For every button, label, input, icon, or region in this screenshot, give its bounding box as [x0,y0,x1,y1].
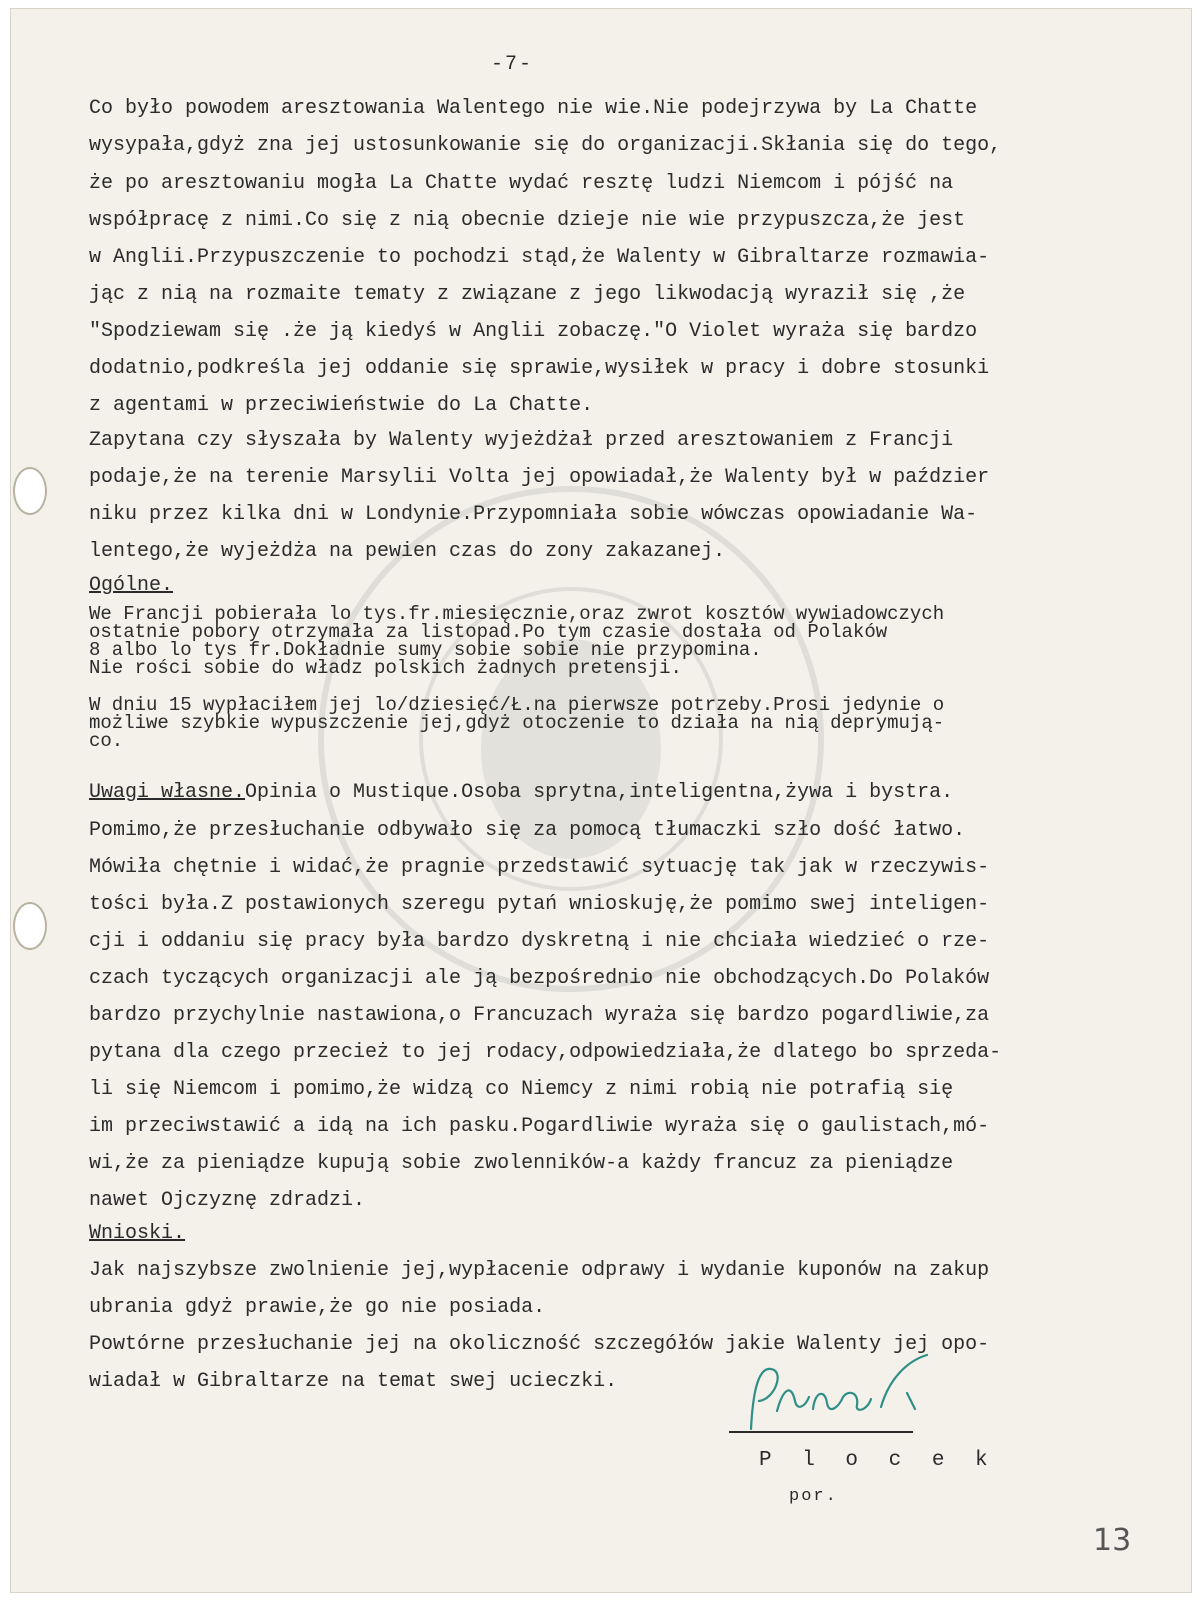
text-line: z agentami w przeciwieństwie do La Chatte. [89,394,594,417]
text-line: niku przez kilka dni w Londynie.Przypomniała sobie wówczas opowiadanie Wa- [89,503,978,526]
text-line: Pomimo,że przesłuchanie odbywało się za pomocą tłumaczki szło dość łatwo. [89,819,966,842]
text-line: W dniu 15 wypłaciłem jej lo/dziesięć/Ł.na pierwsze potrzeby.Prosi jedynie o [89,694,945,716]
text-line: lentego,że wyjeżdża na pewien czas do zony zakazanej. [89,540,726,563]
text-line: podaje,że na terenie Marsylii Volta jej opowiadał,że Walenty był w paździer [89,466,990,489]
text-line: Zapytana czy słyszała by Walenty wyjeżdżał przed aresztowaniem z Francji [89,429,954,452]
section-heading-conclusions: Wnioski. [89,1222,186,1245]
text-line: We Francji pobierała lo tys.fr.miesięcznie,oraz zwrot kosztów wywiadowczych [89,603,945,625]
text-line: Co było powodem aresztowania Walentego nie wie.Nie podejrzywa by La Chatte [89,97,978,120]
text-line: 8 albo lo tys fr.Dokładnie sumy sobie sobie nie przypomina. [89,639,762,661]
text-line: możliwe szybkie wypuszczenie jej,gdyż otoczenie to działa na nią deprymują- [89,712,945,734]
handwritten-signature [731,1349,971,1439]
text-line: li się Niemcom i pomimo,że widzą co Niemcy z nimi robią nie potrafią się [89,1078,954,1101]
text-line: wi,że za pieniądze kupują sobie zwolenników-a każdy francuz za pieniądze [89,1152,954,1175]
signatory-rank: por. [789,1487,838,1506]
text-line: ostatnie pobory otrzymała za listopad.Po tym czasie dostała od Polaków [89,621,888,643]
archive-page-number: 13 [1093,1523,1132,1558]
signatory-name: P l o c e k [759,1449,997,1472]
punch-hole [13,467,47,515]
text-line: wiadał w Gibraltarze na temat swej ucieczki. [89,1370,618,1393]
text-line: w Anglii.Przypuszczenie to pochodzi stąd,że Walenty w Gibraltarze rozmawia- [89,246,990,269]
punch-hole [13,902,47,950]
text-line: że po aresztowaniu mogła La Chatte wydać resztę ludzi Niemcom i pójść na [89,172,954,195]
signature-rule [729,1431,913,1433]
text-line: cji i oddaniu się pracy była bardzo dyskretną i nie chciała wiedzieć o rze- [89,930,990,953]
page-number: -7- [491,53,534,76]
document-page [10,8,1192,1593]
text-line: współpracę z nimi.Co się z nią obecnie dzieje nie wie przypuszcza,że jest [89,209,966,232]
text-line: Nie rości sobie do władz polskich żadnych pretensji. [89,657,682,679]
text-line: "Spodziewam się .że ją kiedyś w Anglii zobaczę."O Violet wyraża się bardzo [89,320,978,343]
remarks-first-sentence: Opinia o Mustique.Osoba sprytna,inteligentna,żywa i bystra. [245,781,954,804]
text-line: co. [89,730,124,752]
text-line: Jak najszybsze zwolnienie jej,wypłacenie odprawy i wydanie kuponów na zakup [89,1259,990,1282]
text-line: ubrania gdyż prawie,że go nie posiada. [89,1296,546,1319]
remarks-line [89,781,953,805]
text-line: dodatnio,podkreśla jej oddanie się sprawie,wysiłek w pracy i dobre stosunki [89,357,990,380]
text-line: wysypała,gdyż zna jej ustosunkowanie się do organizacji.Skłania się do tego, [89,134,1002,157]
text-line: Mówiła chętnie i widać,że pragnie przedstawić sytuację tak jak w rzeczywis- [89,856,990,879]
text-line: czach tyczących organizacji ale ją bezpośrednio nie obchodzących.Do Polaków [89,967,990,990]
text-line: tości była.Z postawionych szeregu pytań wnioskuję,że pomimo swej inteligen- [89,893,990,916]
text-line: jąc z nią na rozmaite tematy z związane z jego likwodacją wyraził się ,że [89,283,966,306]
text-line: Powtórne przesłuchanie jej na okoliczność szczegółów jakie Walenty jej opo- [89,1333,990,1356]
text-line: nawet Ojczyznę zdradzi. [89,1189,366,1212]
section-heading-remarks: Uwagi własne. [89,781,246,804]
text-line: im przeciwstawić a idą na ich pasku.Pogardliwie wyraża się o gaulistach,mó- [89,1115,990,1138]
text-line: bardzo przychylnie nastawiona,o Francuzach wyraża się bardzo pogardliwie,za [89,1004,990,1027]
text-line: pytana dla czego przecież to jej rodacy,odpowiedziała,że dlatego bo sprzeda- [89,1041,1002,1064]
section-heading-general: Ogólne. [89,574,174,597]
